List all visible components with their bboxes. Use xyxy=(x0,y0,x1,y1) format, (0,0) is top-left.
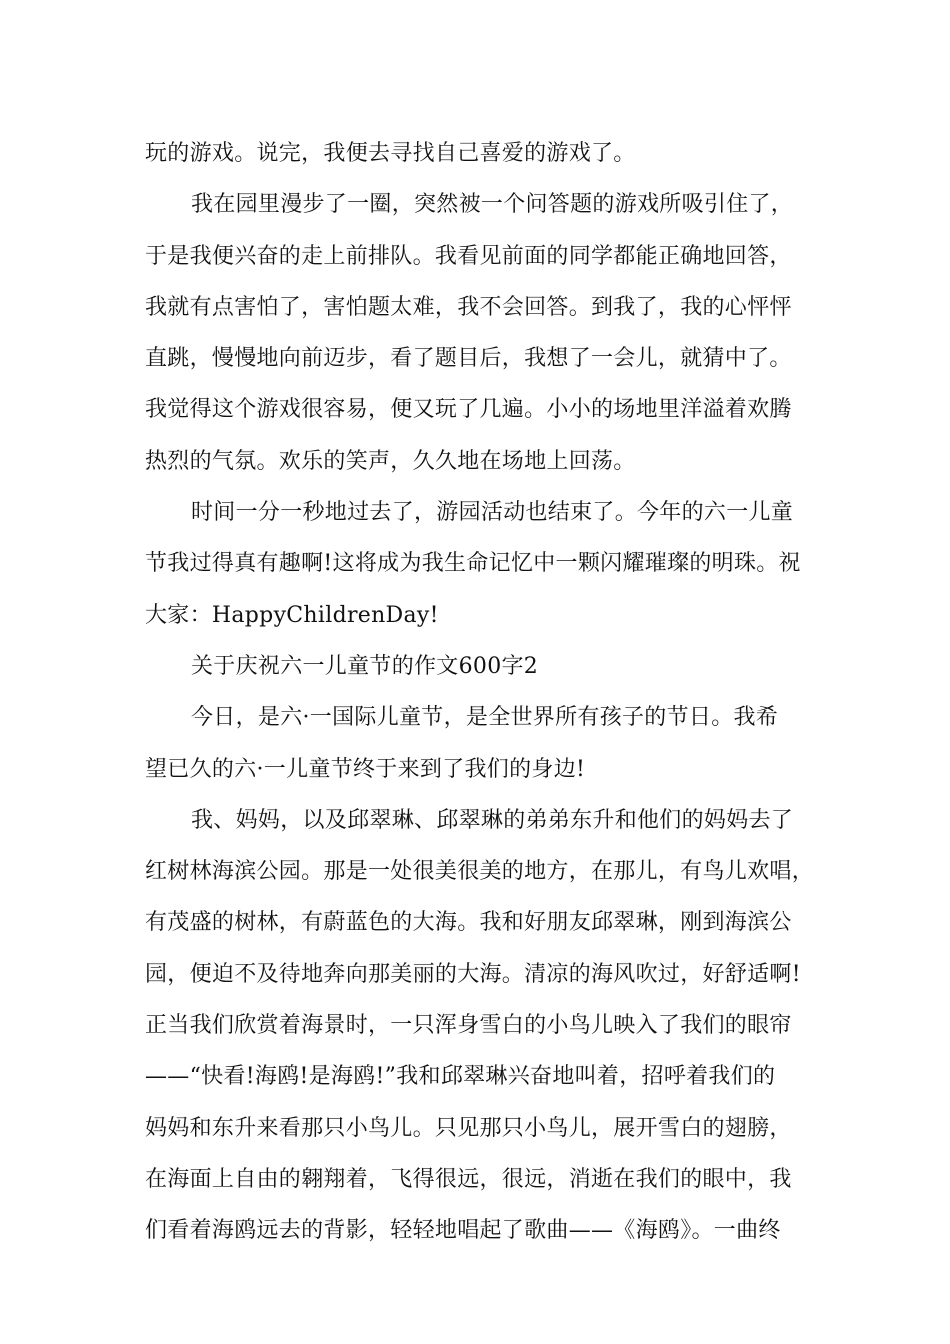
text-line: 我就有点害怕了，害怕题太难，我不会回答。到我了，我的心怦怦 xyxy=(145,294,792,320)
paragraph-start-line: 今日，是六·一国际儿童节，是全世界所有孩子的节日。我希 xyxy=(191,705,779,731)
paragraph-start-line: 时间一分一秒地过去了，游园活动也结束了。今年的六一儿童 xyxy=(191,500,794,526)
text-line: 园，便迫不及待地奔向那美丽的大海。清凉的海风吹过，好舒适啊! xyxy=(145,961,801,987)
text-line: 妈妈和东升来看那只小鸟儿。只见那只小鸟儿，展开雪白的翅膀， xyxy=(145,1115,792,1141)
text-line: 直跳，慢慢地向前迈步，看了题目后，我想了一会儿，就猜中了。 xyxy=(145,346,792,372)
text-line: 在海面上自由的翱翔着，飞得很远，很远，消逝在我们的眼中，我 xyxy=(145,1166,792,1192)
text-line: 望已久的六·一儿童节终于来到了我们的身边! xyxy=(145,756,586,782)
section-heading: 关于庆祝六一儿童节的作文600字2 xyxy=(191,653,539,679)
text-line: 热烈的气氛。欢乐的笑声，久久地在场地上回荡。 xyxy=(145,448,636,474)
text-line: ——“快看!海鸥!是海鸥!”我和邱翠琳兴奋地叫着，招呼着我们的 xyxy=(145,1064,776,1090)
text-line: 节我过得真有趣啊!这将成为我生命记忆中一颗闪耀璀璨的明珠。祝 xyxy=(145,551,801,577)
paragraph-start-line: 我、妈妈，以及邱翠琳、邱翠琳的弟弟东升和他们的妈妈去了 xyxy=(191,807,794,833)
text-line: 我觉得这个游戏很容易，便又玩了几遍。小小的场地里洋溢着欢腾 xyxy=(145,397,792,423)
text-line: 于是我便兴奋的走上前排队。我看见前面的同学都能正确地回答， xyxy=(145,243,792,269)
text-line: 红树林海滨公园。那是一处很美很美的地方，在那儿，有鸟儿欢唱， xyxy=(145,859,815,885)
text-line: 玩的游戏。说完，我便去寻找自己喜爱的游戏了。 xyxy=(145,141,636,166)
text-line: 正当我们欣赏着海景时，一只浑身雪白的小鸟儿映入了我们的眼帘 xyxy=(145,1013,792,1039)
text-line: 们看着海鸥远去的背影，轻轻地唱起了歌曲——《海鸥》。一曲终 xyxy=(145,1218,781,1244)
text-line: 大家：HappyChildrenDay! xyxy=(145,602,439,628)
text-line: 有茂盛的树林，有蔚蓝色的大海。我和好朋友邱翠琳，刚到海滨公 xyxy=(145,910,792,936)
paragraph-start-line: 我在园里漫步了一圈，突然被一个问答题的游戏所吸引住了， xyxy=(191,192,794,218)
document-body xyxy=(145,128,825,1257)
